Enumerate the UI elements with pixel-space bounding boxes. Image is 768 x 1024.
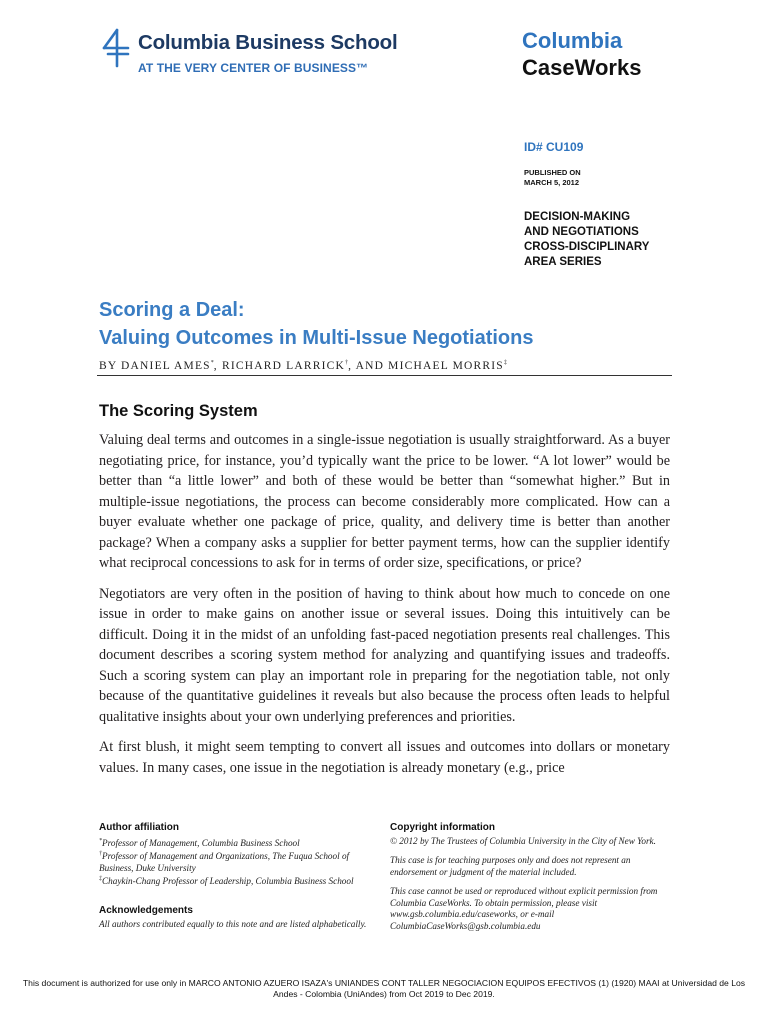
title-line1: Scoring a Deal: [99,299,245,321]
footnote-mark: ‡ [503,360,507,367]
school-name: Columbia Business School [138,31,398,54]
footnote-mark: * [99,837,102,844]
published-label: PUBLISHED ON [524,168,581,177]
acknowledgements-heading: Acknowledgements [99,905,193,916]
body-paragraph: Valuing deal terms and outcomes in a single-issue negotiation is usually straightforward. As a buyer negotiating price, for instance, you’d typically want the price to be lower. “A lot lower” would be better than “a little lower” and both of these would be better than “somewhat higher.” But in multiple-issue negotiations, the process can become considerably more complicated. How can a buyer evaluate whether one package of price, quality, and delivery time is better than another package? When a company asks a supplier for better payment terms, how can the supplier identify what reciprocal concessions to ask for in terms of order size, specifications, or price? [99,432,670,571]
affiliation-text: Chaykin-Chang Professor of Leadership, Columbia Business School [102,876,354,887]
series-line: AREA SERIES [524,256,602,268]
author-affiliation-heading: Author affiliation [99,822,179,833]
published-date: MARCH 5, 2012 [524,178,580,187]
affiliation-text: Professor of Management, Columbia Business School [102,837,300,848]
body-paragraph: At first blush, it might seem tempting to convert all issues and outcomes into dollars or monetary values. In many cases, one issue in the negotiation is already monetary (e.g., price [99,739,670,776]
copyright-text: © 2012 by The Trustees of Columbia University in the City of New York. [390,835,656,846]
byline-author1: BY DANIEL AMES [99,360,211,372]
footnote-mark: † [345,360,349,367]
affiliation-item [99,874,384,888]
section-heading: The Scoring System [99,402,258,420]
permission-note: This case cannot be used or reproduced without explicit permission from Columbia CaseWorks. To obtain permission, please visit www.gsb.columbia.edu/caseworks, or e-mail ColumbiaCaseWorks@gsb.columbia.edu [390,886,658,931]
series-line: CROSS-DISCIPLINARY [524,241,650,253]
case-id: ID# CU109 [524,140,584,154]
acknowledgements [99,905,379,930]
series-line: AND NEGOTIATIONS [524,226,639,238]
body-paragraph: Negotiators are very often in the position of having to think about how much to concede on one issue in order to make gains on another issue or several issues. Doing this intuitively can be difficult. Doing it in the midst of an unfolding fast-paced negotiation presents real challenges. This document describes a scoring system method for analyzing and quantifying issues and tradeoffs. Such a scoring system can play an important role in preparing for the negotiation table, not only because of the quantitative guidelines it reveals but also because the process often leads to helpful qualitative insights about your own underlying preferences and priorities. [99,585,670,725]
byline-author3: , AND MICHAEL MORRIS [348,360,504,372]
series-line: DECISION-MAKING [524,211,631,223]
affiliation-text: Professor of Management and Organizations, The Fuqua School of Business, Duke University [99,851,350,873]
body-text [99,430,670,788]
title-line2: Valuing Outcomes in Multi-Issue Negotiations [99,327,534,349]
caseworks-line2: CaseWorks [522,55,642,80]
byline-author2: , RICHARD LARRICK [213,360,346,372]
acknowledgements-text: All authors contributed equally to this note and are listed alphabetically. [99,918,367,929]
footnote-mark: ‡ [99,876,102,883]
school-tagline: AT THE VERY CENTER OF BUSINESS™ [138,61,369,75]
affiliation-item [99,836,384,850]
teaching-note: This case is for teaching purposes only and does not represent an endorsement or judgment of the material included. [390,855,631,877]
caseworks-line1: Columbia [522,28,623,53]
footnote-mark: † [99,851,102,858]
copyright-information [390,822,670,932]
footnote-mark: * [210,360,214,367]
authorization-notice: This document is authorized for use only in MARCO ANTONIO AZUERO ISAZA's UNIANDES CONT TALLER NEGOCIACION EQUIPOS EFECTIVOS (1) (1920) MAAI at Universidad de Los Andes - Colombia (UniAndes) from Oct 2019 to Dec 2019. [22,978,746,999]
copyright-heading: Copyright information [390,822,495,833]
affiliation-item [99,849,384,874]
author-affiliation [99,822,384,888]
